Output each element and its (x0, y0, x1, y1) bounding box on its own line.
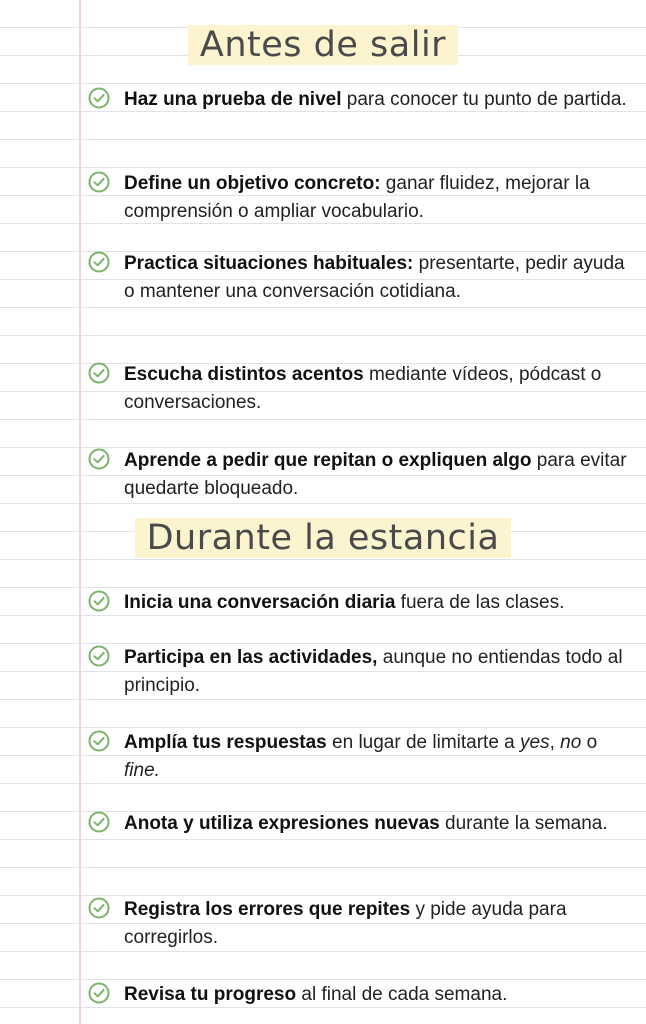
check-circle-icon (88, 897, 110, 919)
item-bold: Escucha distintos acentos (124, 364, 364, 385)
check-circle-icon (88, 811, 110, 833)
item-rest: para conocer tu punto de partida. (341, 89, 627, 110)
section-heading-antes (0, 25, 646, 65)
check-circle-icon (88, 645, 110, 667)
checklist-item (88, 250, 628, 306)
item-text (124, 981, 507, 1009)
item-text (124, 447, 628, 503)
item-text (124, 250, 628, 306)
checklist-item (88, 86, 628, 114)
section-heading-durante (0, 518, 646, 558)
item-rest: para evitar quedarte bloqueado. (124, 450, 627, 499)
item-text (124, 361, 628, 417)
item-italic-fine: fine. (124, 760, 160, 781)
item-rest: durante la semana. (439, 813, 608, 834)
check-circle-icon (88, 448, 110, 470)
item-bold: Revisa tu progreso (124, 984, 297, 1005)
checklist-item (88, 729, 628, 785)
item-bold: Amplía tus respuestas (124, 732, 327, 753)
item-bold: Define un objetivo concreto: (124, 173, 381, 194)
item-text (124, 644, 628, 700)
item-text (124, 729, 628, 785)
checklist-item (88, 896, 628, 952)
checklist-item (88, 361, 628, 417)
item-bold: Practica situaciones habituales: (124, 253, 414, 274)
section-title: Antes de salir (188, 25, 458, 65)
item-text (124, 589, 564, 617)
item-bold: Inicia una conversación diaria (124, 592, 396, 613)
item-text (124, 896, 628, 952)
item-rest: presentarte, pedir ayuda o mantener una conversación cotidiana. (124, 253, 625, 302)
item-rest: fuera de las clases. (395, 592, 565, 613)
item-bold: Registra los errores que repites (124, 899, 411, 920)
check-circle-icon (88, 730, 110, 752)
item-italic-yes: yes (520, 732, 550, 753)
checklist-item (88, 644, 628, 700)
item-rest: aunque no entiendas todo al principio. (124, 647, 623, 696)
check-circle-icon (88, 982, 110, 1004)
item-sep: o (581, 732, 598, 753)
check-circle-icon (88, 590, 110, 612)
item-bold: Aprende a pedir que repitan o expliquen algo (124, 450, 532, 471)
item-bold: Participa en las actividades, (124, 647, 378, 668)
check-circle-icon (88, 251, 110, 273)
check-circle-icon (88, 87, 110, 109)
item-rest: en lugar de limitarte a (326, 732, 521, 753)
item-rest: y pide ayuda para corregirlos. (124, 899, 567, 948)
check-circle-icon (88, 171, 110, 193)
item-bold: Haz una prueba de nivel (124, 89, 342, 110)
item-rest: mediante vídeos, pódcast o conversaciones. (124, 364, 602, 413)
checklist-item (88, 981, 628, 1009)
item-rest: al final de cada semana. (296, 984, 508, 1005)
item-sep: , (549, 732, 561, 753)
item-italic-no: no (560, 732, 582, 753)
checklist-item (88, 170, 628, 226)
item-text (124, 810, 608, 838)
checklist-item (88, 589, 628, 617)
item-text (124, 86, 627, 114)
item-text (124, 170, 628, 226)
check-circle-icon (88, 362, 110, 384)
section-title: Durante la estancia (135, 518, 512, 558)
item-rest: ganar fluidez, mejorar la comprensión o ampliar vocabulario. (124, 173, 590, 222)
checklist-item (88, 447, 628, 503)
item-bold: Anota y utiliza expresiones nuevas (124, 813, 440, 834)
checklist-item (88, 810, 628, 838)
